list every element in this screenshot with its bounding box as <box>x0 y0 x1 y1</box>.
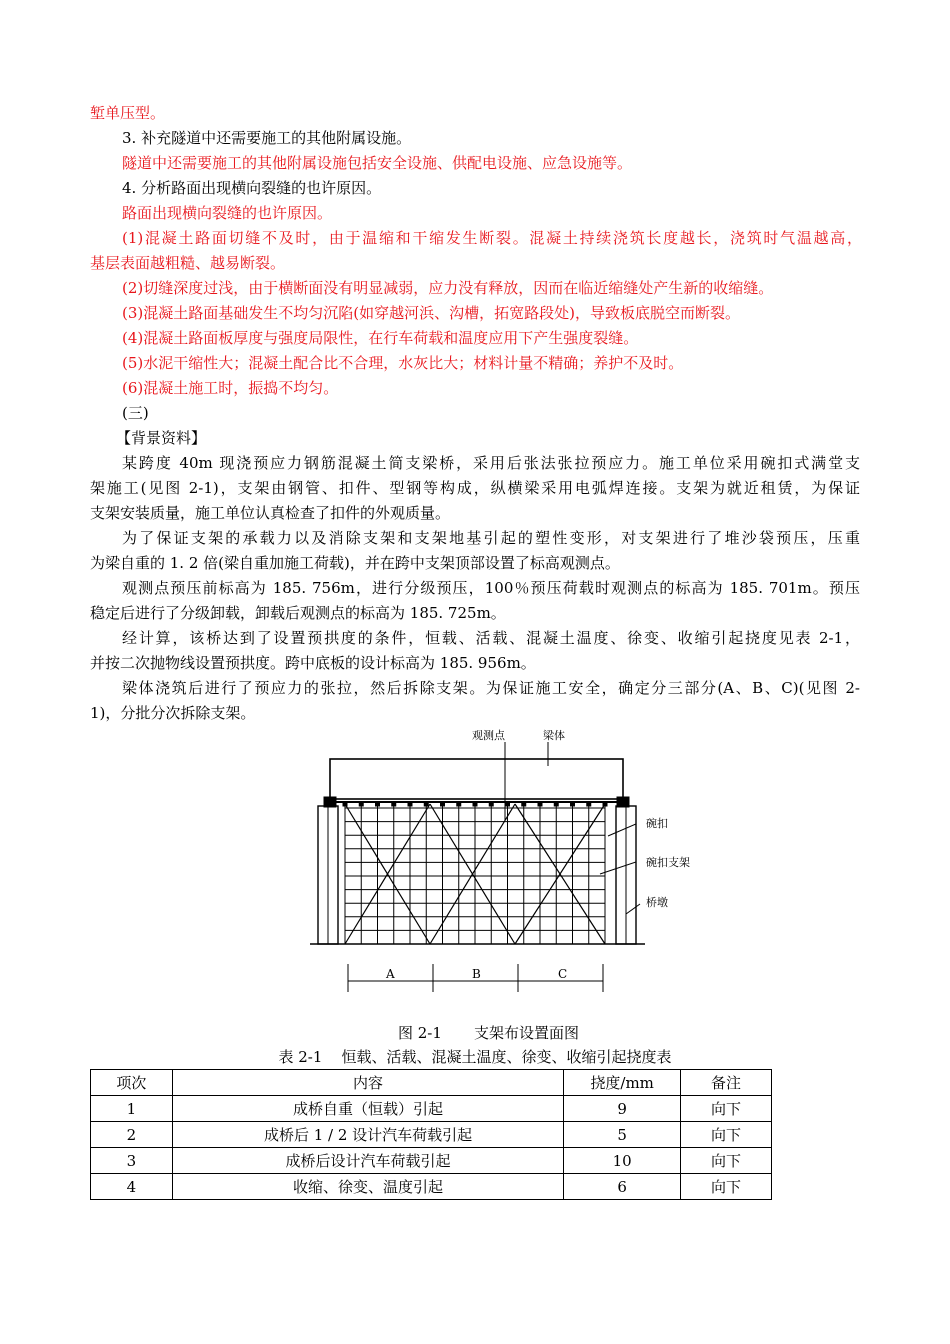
header-cell: 项次 <box>91 1070 173 1096</box>
table-cell: 10 <box>564 1148 681 1174</box>
answer-text: (2)切缝深度过浅，由于横断面没有明显减弱，应力没有释放，因而在临近缩缝处产生新的收缩缝。 <box>122 279 774 297</box>
body-text: 为了保证支架的承载力以及消除支架和支架地基引起的塑性变形，对支架进行了堆沙袋预压，压重 <box>122 529 860 547</box>
answer-text: (3)混凝土路面基础发生不均匀沉陷(如穿越河浜、沟槽，拓宽路段处)，导致板底脱空而断裂。 <box>122 304 740 322</box>
label-bowl-support: 碗扣支架 <box>646 856 690 869</box>
body-text: 经计算，该桥达到了设置预拱度的条件，恒载、活载、混凝土温度、徐变、收缩引起挠度见表 2-1， <box>122 629 860 647</box>
label-pier: 桥墩 <box>646 896 668 909</box>
answer-text: (4)混凝土路面板厚度与强度局限性，在行车荷载和温度应用下产生强度裂缝。 <box>122 329 639 347</box>
table-cell: 向下 <box>681 1174 772 1200</box>
answer-text: (6)混凝土施工时，振捣不均匀。 <box>122 379 339 397</box>
table-cell: 成桥自重（恒载）引起 <box>172 1096 563 1122</box>
question-text: 3. 补充隧道中还需要施工的其他附属设施。 <box>122 129 412 147</box>
section-b-label: B <box>472 967 481 981</box>
bowl-joint <box>408 802 412 806</box>
body-text: 支架安装质量，施工单位认真检查了扣件的外观质量。 <box>90 504 451 522</box>
table-cell: 4 <box>91 1174 173 1200</box>
bowl-joint <box>587 802 591 806</box>
beam-body <box>330 759 623 799</box>
header-cell: 备注 <box>681 1070 772 1096</box>
bowl-joint <box>506 802 510 806</box>
answer-text: (1)混凝土路面切缝不及时，由于温缩和干缩发生断裂。混凝土持续浇筑长度越长，浇筑时气温越高， <box>122 229 862 247</box>
body-text: 架施工(见图 2-1)，支架由钢管、扣件、型钢等构成，纵横梁采用电弧焊连接。支架为就近租赁，为保证 <box>90 479 860 497</box>
table-caption: 表 2-1 恒载、活载、混凝土温度、徐变、收缩引起挠度表 <box>278 1048 672 1066</box>
table-cell: 3 <box>91 1148 173 1174</box>
body-text: 稳定后进行了分级卸载，卸载后观测点的标高为 185. 725m。 <box>90 604 506 622</box>
body-text: 观测点预压前标高为 185. 756m，进行分级预压，100％预压荷载时观测点的标高为 185. 701m。预压 <box>122 579 860 597</box>
table-cell: 向下 <box>681 1096 772 1122</box>
answer-text: 堑单压型。 <box>90 104 166 122</box>
table-row <box>91 1122 772 1148</box>
answer-text: 隧道中还需要施工的其他附属设施包括安全设施、供配电设施、应急设施等。 <box>122 154 633 172</box>
label-observe: 观测点 <box>472 729 505 742</box>
section-heading: (三) <box>122 404 149 422</box>
bowl-joint <box>376 802 380 806</box>
bowl-joint <box>538 802 542 806</box>
table-cell: 6 <box>564 1174 681 1200</box>
bowl-joint <box>457 802 461 806</box>
header-cell: 内容 <box>172 1070 563 1096</box>
table-cell: 向下 <box>681 1148 772 1174</box>
table-row <box>91 1148 772 1174</box>
body-text: 为梁自重的 1. 2 倍(梁自重加施工荷载)，并在跨中支架顶部设置了标高观测点。 <box>90 554 620 572</box>
bowl-joint <box>473 802 477 806</box>
body-text: 1)，分批分次拆除支架。 <box>90 704 256 722</box>
scaffold-grid <box>343 802 607 944</box>
table-cell: 5 <box>564 1122 681 1148</box>
section-a-label: A <box>386 967 395 981</box>
bowl-joint <box>359 802 363 806</box>
answer-text: (5)水泥干缩性大；混凝土配合比不合理，水灰比大；材料计量不精确；养护不及时。 <box>122 354 684 372</box>
bowl-joint <box>522 802 526 806</box>
figure-caption-text: 支架布设置面图 <box>474 1024 580 1042</box>
table-header-row <box>91 1070 772 1096</box>
bowl-joint <box>571 802 575 806</box>
table-cell: 收缩、徐变、温度引起 <box>172 1174 563 1200</box>
table-cell: 成桥后设计汽车荷载引起 <box>172 1148 563 1174</box>
body-text: 某跨度 40m 现浇预应力钢筋混凝土简支梁桥，采用后张法张拉预应力。施工单位采用碗扣式满堂支 <box>122 454 860 472</box>
body-text: 梁体浇筑后进行了预应力的张拉，然后拆除支架。为保证施工安全，确定分三部分(A、B、C)(见图 2- <box>122 679 860 697</box>
bowl-joint <box>424 802 428 806</box>
section-heading: 【背景资料】 <box>116 429 207 447</box>
bowl-joint <box>554 802 558 806</box>
answer-text: 基层表面越粗糙、越易断裂。 <box>90 254 286 272</box>
bowl-joint <box>441 802 445 806</box>
bowl-joint <box>392 802 396 806</box>
scaffold-diagram <box>300 724 700 1004</box>
answer-text: 路面出现横向裂缝的也许原因。 <box>122 204 333 222</box>
table-row <box>91 1174 772 1200</box>
question-text: 4. 分析路面出现横向裂缝的也许原因。 <box>122 179 382 197</box>
table-cell: 2 <box>91 1122 173 1148</box>
table-cell: 1 <box>91 1096 173 1122</box>
table-cell: 9 <box>564 1096 681 1122</box>
label-bowl: 碗扣 <box>646 817 668 830</box>
bowl-joint <box>489 802 493 806</box>
table-cell: 向下 <box>681 1122 772 1148</box>
table-cell: 成桥后 1 / 2 设计汽车荷载引起 <box>172 1122 563 1148</box>
header-cell: 挠度/mm <box>564 1070 681 1096</box>
figure-caption-number: 图 2-1 <box>398 1024 442 1042</box>
label-beam: 梁体 <box>543 729 565 742</box>
table-row <box>91 1096 772 1122</box>
deflection-table <box>90 1069 772 1200</box>
body-text: 并按二次抛物线设置预拱度。跨中底板的设计标高为 185. 956m。 <box>90 654 536 672</box>
section-c-label: C <box>558 967 568 981</box>
